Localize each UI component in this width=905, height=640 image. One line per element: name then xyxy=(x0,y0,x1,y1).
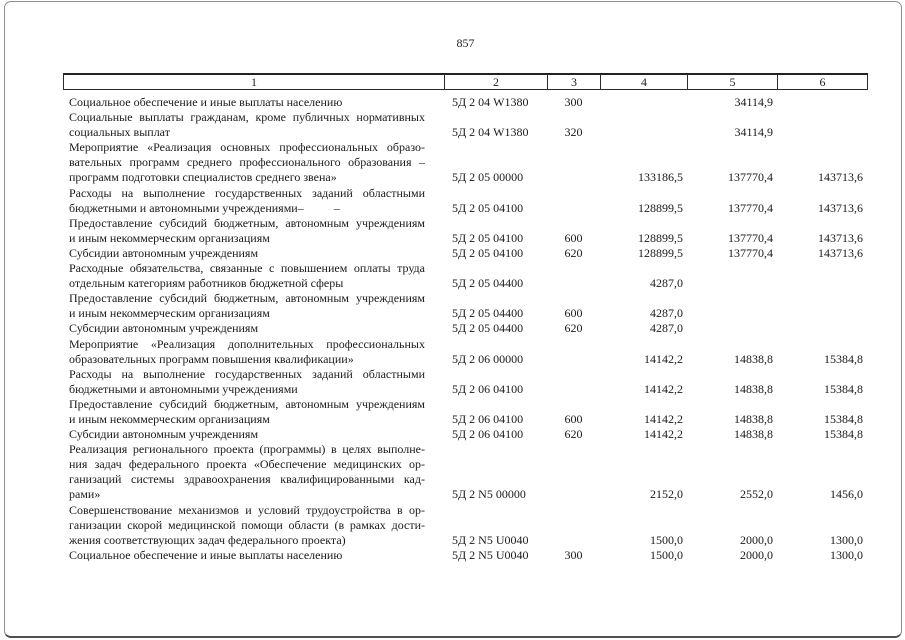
table-header-row xyxy=(63,73,868,90)
target-code-cell: 5Д 2 06 04100 xyxy=(452,381,524,396)
expense-type-cell: 620 xyxy=(564,427,583,442)
amount-col5-cell: 14838,8 xyxy=(734,411,773,426)
table-body xyxy=(63,95,868,563)
amount-col4-cell: 133186,5 xyxy=(638,170,683,185)
name-line: жения соответствующих задач федерального проекта) xyxy=(69,532,346,547)
name-cell xyxy=(63,140,444,185)
name-line: Предоставление субсидий бюджетным, автономным учреждениям xyxy=(69,291,425,306)
amount-col4-cell: 14142,2 xyxy=(644,427,683,442)
name-line: Мероприятие «Реализация основных профессиональных образо- xyxy=(69,140,425,155)
name-cell xyxy=(63,427,444,442)
name-line: Совершенствование механизмов и условий трудоустройства в ор- xyxy=(69,502,425,517)
target-code-cell: 5Д 2 06 00000 xyxy=(452,351,524,366)
amount-col5-cell: 34114,9 xyxy=(734,95,773,109)
table-row xyxy=(63,140,868,185)
amount-col6-cell: 1300,0 xyxy=(830,532,863,547)
name-cell xyxy=(63,337,444,367)
target-code-cell: 5Д 2 05 04400 xyxy=(452,321,524,336)
amount-col5-cell: 14838,8 xyxy=(734,381,773,396)
name-line: Расходы на выполнение государственных заданий областными xyxy=(69,366,425,381)
table-row xyxy=(63,291,868,321)
name-line: социальных выплат xyxy=(69,125,170,140)
name-cell xyxy=(63,110,444,140)
name-cell xyxy=(63,291,444,321)
target-code-cell: 5Д 2 05 04400 xyxy=(452,306,524,321)
target-code-cell: 5Д 2 05 04100 xyxy=(452,245,524,260)
table-row xyxy=(63,186,868,216)
target-code-cell: 5Д 2 04 W1380 xyxy=(452,95,529,109)
name-line: Предоставление субсидий бюджетным, автономным учреждениям xyxy=(69,396,425,411)
header-cell-4: 4 xyxy=(600,75,687,89)
expense-type-cell: 600 xyxy=(564,411,583,426)
name-cell xyxy=(63,397,444,427)
name-cell xyxy=(63,216,444,246)
name-cell xyxy=(63,261,444,291)
amount-col6-cell: 15384,8 xyxy=(824,427,863,442)
name-cell xyxy=(63,442,444,502)
amount-col6-cell: 143713,6 xyxy=(818,170,863,185)
amount-col5-cell: 137770,4 xyxy=(728,245,773,260)
amount-col6-cell: 143713,6 xyxy=(818,230,863,245)
table-row xyxy=(63,503,868,548)
table-row xyxy=(63,246,868,261)
amount-col5-cell: 137770,4 xyxy=(728,200,773,215)
name-line: и иным некоммерческим организациям xyxy=(69,411,270,426)
amount-col4-cell: 1500,0 xyxy=(650,532,683,547)
table-row xyxy=(63,110,868,140)
name-line: Предоставление субсидий бюджетным, автономным учреждениям xyxy=(69,215,425,230)
name-line: рами» xyxy=(69,487,101,502)
target-code-cell: 5Д 2 05 00000 xyxy=(452,170,524,185)
expense-type-cell: 600 xyxy=(564,230,583,245)
name-line: Субсидии автономным учреждениям xyxy=(69,245,259,260)
target-code-cell: 5Д 2 05 04400 xyxy=(452,276,524,291)
table-row xyxy=(63,367,868,397)
name-cell xyxy=(63,367,444,397)
name-line: бюджетными и автономными учреждениями– – xyxy=(69,200,340,215)
amount-col4-cell: 4287,0 xyxy=(650,276,683,291)
expense-type-cell: 600 xyxy=(564,306,583,321)
header-cell-1: 1 xyxy=(251,75,257,89)
amount-col5-cell: 137770,4 xyxy=(728,230,773,245)
table-row xyxy=(63,216,868,246)
name-line: Социальное обеспечение и иные выплаты населению xyxy=(69,95,343,109)
header-cell-2: 2 xyxy=(444,75,547,89)
name-cell xyxy=(63,548,444,563)
amount-col4-cell: 14142,2 xyxy=(644,411,683,426)
name-line: Социальное обеспечение и иные выплаты населению xyxy=(69,547,343,562)
amount-col4-cell: 14142,2 xyxy=(644,381,683,396)
budget-table xyxy=(63,73,868,563)
amount-col4-cell: 4287,0 xyxy=(650,321,683,336)
target-code-cell: 5Д 2 06 04100 xyxy=(452,411,524,426)
amount-col5-cell: 137770,4 xyxy=(728,170,773,185)
amount-col4-cell: 4287,0 xyxy=(650,306,683,321)
amount-col5-cell: 14838,8 xyxy=(734,427,773,442)
header-cell-3: 3 xyxy=(547,75,600,89)
table-row xyxy=(63,261,868,291)
target-code-cell: 5Д 2 N5 U0040 xyxy=(452,532,529,547)
name-cell xyxy=(63,186,444,216)
name-line: образовательных программ повышения квалификации» xyxy=(69,351,354,366)
name-cell xyxy=(63,321,444,336)
header-cell-6: 6 xyxy=(777,75,867,89)
name-line: Субсидии автономным учреждениям xyxy=(69,321,259,336)
table-row xyxy=(63,397,868,427)
amount-col4-cell: 1500,0 xyxy=(650,547,683,562)
amount-col4-cell: 2152,0 xyxy=(650,487,683,502)
expense-type-cell: 300 xyxy=(564,95,583,109)
amount-col4-cell: 128899,5 xyxy=(638,200,683,215)
expense-type-cell: 620 xyxy=(564,321,583,336)
name-line: Субсидии автономным учреждениям xyxy=(69,427,259,442)
name-line: отдельным категориям работников бюджетной сферы xyxy=(69,276,344,291)
target-code-cell: 5Д 2 05 04100 xyxy=(452,230,524,245)
table-row xyxy=(63,337,868,367)
amount-col5-cell: 34114,9 xyxy=(734,125,773,140)
name-line: ния задач федерального проекта «Обеспечение медицинских ор- xyxy=(69,457,425,472)
table-row xyxy=(63,321,868,336)
amount-col5-cell: 14838,8 xyxy=(734,351,773,366)
amount-col6-cell: 1456,0 xyxy=(830,487,863,502)
table-row xyxy=(63,442,868,502)
expense-type-cell: 320 xyxy=(564,125,583,140)
expense-type-cell: 620 xyxy=(564,245,583,260)
name-line: Социальные выплаты гражданам, кроме публичных нормативных xyxy=(69,110,425,125)
target-code-cell: 5Д 2 N5 00000 xyxy=(452,487,526,502)
amount-col6-cell: 15384,8 xyxy=(824,351,863,366)
amount-col5-cell: 2000,0 xyxy=(740,547,773,562)
target-code-cell: 5Д 2 04 W1380 xyxy=(452,125,529,140)
header-cell-5: 5 xyxy=(687,75,777,89)
name-cell xyxy=(63,95,444,110)
amount-col6-cell: 15384,8 xyxy=(824,381,863,396)
amount-col6-cell: 143713,6 xyxy=(818,245,863,260)
name-line: ганизации скорой медицинской помощи области (в рамках дости- xyxy=(69,517,425,532)
table-row xyxy=(63,548,868,563)
amount-col4-cell: 128899,5 xyxy=(638,230,683,245)
name-line: бюджетными и автономными учреждениями xyxy=(69,381,298,396)
page-number: 857 xyxy=(456,36,475,50)
target-code-cell: 5Д 2 06 04100 xyxy=(452,427,524,442)
name-line: и иным некоммерческим организациям xyxy=(69,306,270,321)
expense-type-cell: 300 xyxy=(564,547,583,562)
name-line: Расходы на выполнение государственных заданий областными xyxy=(69,185,425,200)
amount-col6-cell: 143713,6 xyxy=(818,200,863,215)
table-row xyxy=(63,427,868,442)
name-line: и иным некоммерческим организациям xyxy=(69,230,270,245)
name-line: ганизаций системы здравоохранения квалифицированными кад- xyxy=(69,472,425,487)
name-cell xyxy=(63,503,444,548)
target-code-cell: 5Д 2 N5 U0040 xyxy=(452,547,529,562)
name-line: Реализация регионального проекта (программы) в целях выполне- xyxy=(69,442,425,457)
name-line: вательных программ среднего профессионального образования – xyxy=(69,155,425,170)
amount-col4-cell: 14142,2 xyxy=(644,351,683,366)
target-code-cell: 5Д 2 05 04100 xyxy=(452,200,524,215)
name-line: программ подготовки специалистов среднего звена» xyxy=(69,170,337,185)
name-line: Мероприятие «Реализация дополнительных профессиональных xyxy=(69,336,425,351)
name-line: Расходные обязательства, связанные с повышением оплаты труда xyxy=(69,261,425,276)
amount-col5-cell: 2000,0 xyxy=(740,532,773,547)
table-row xyxy=(63,95,868,110)
amount-col6-cell: 1300,0 xyxy=(830,547,863,562)
amount-col6-cell: 15384,8 xyxy=(824,411,863,426)
name-cell xyxy=(63,246,444,261)
amount-col5-cell: 2552,0 xyxy=(740,487,773,502)
amount-col4-cell: 128899,5 xyxy=(638,245,683,260)
